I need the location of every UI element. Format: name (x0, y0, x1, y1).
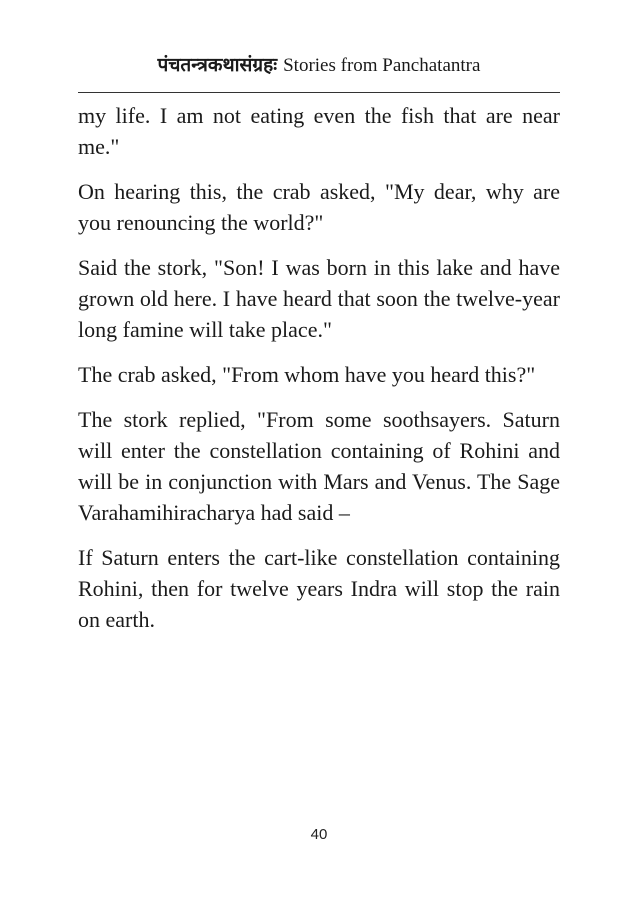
header-divider (78, 92, 560, 93)
header-title-english: Stories from Panchatantra (283, 55, 481, 76)
paragraph: The crab asked, "From whom have you heard this?" (78, 362, 536, 387)
paragraph: my life. I am not eating even the fish that are near me." (78, 103, 560, 159)
header-title-devanagari: पंचतन्त्रकथासंग्रहः (157, 54, 278, 76)
paragraph: Said the stork, "Son! I was born in this lake and have grown old here. I have heard that soon the twelve-year long famine will take place." (78, 255, 560, 342)
page-number: 40 (310, 826, 328, 843)
story-body (78, 100, 560, 649)
paragraph: The stork replied, "From some soothsayers. Saturn will enter the constellation containing of Rohini and will be in conjunction with Mars and Venus. The Sage Varahamihiracharya had said – (78, 407, 560, 525)
paragraph: If Saturn enters the cart-like constellation containing Rohini, then for twelve years Indra will stop the rain on earth. (78, 545, 560, 632)
paragraph: On hearing this, the crab asked, "My dear, why are you renouncing the world?" (78, 179, 560, 235)
running-header (78, 52, 560, 79)
